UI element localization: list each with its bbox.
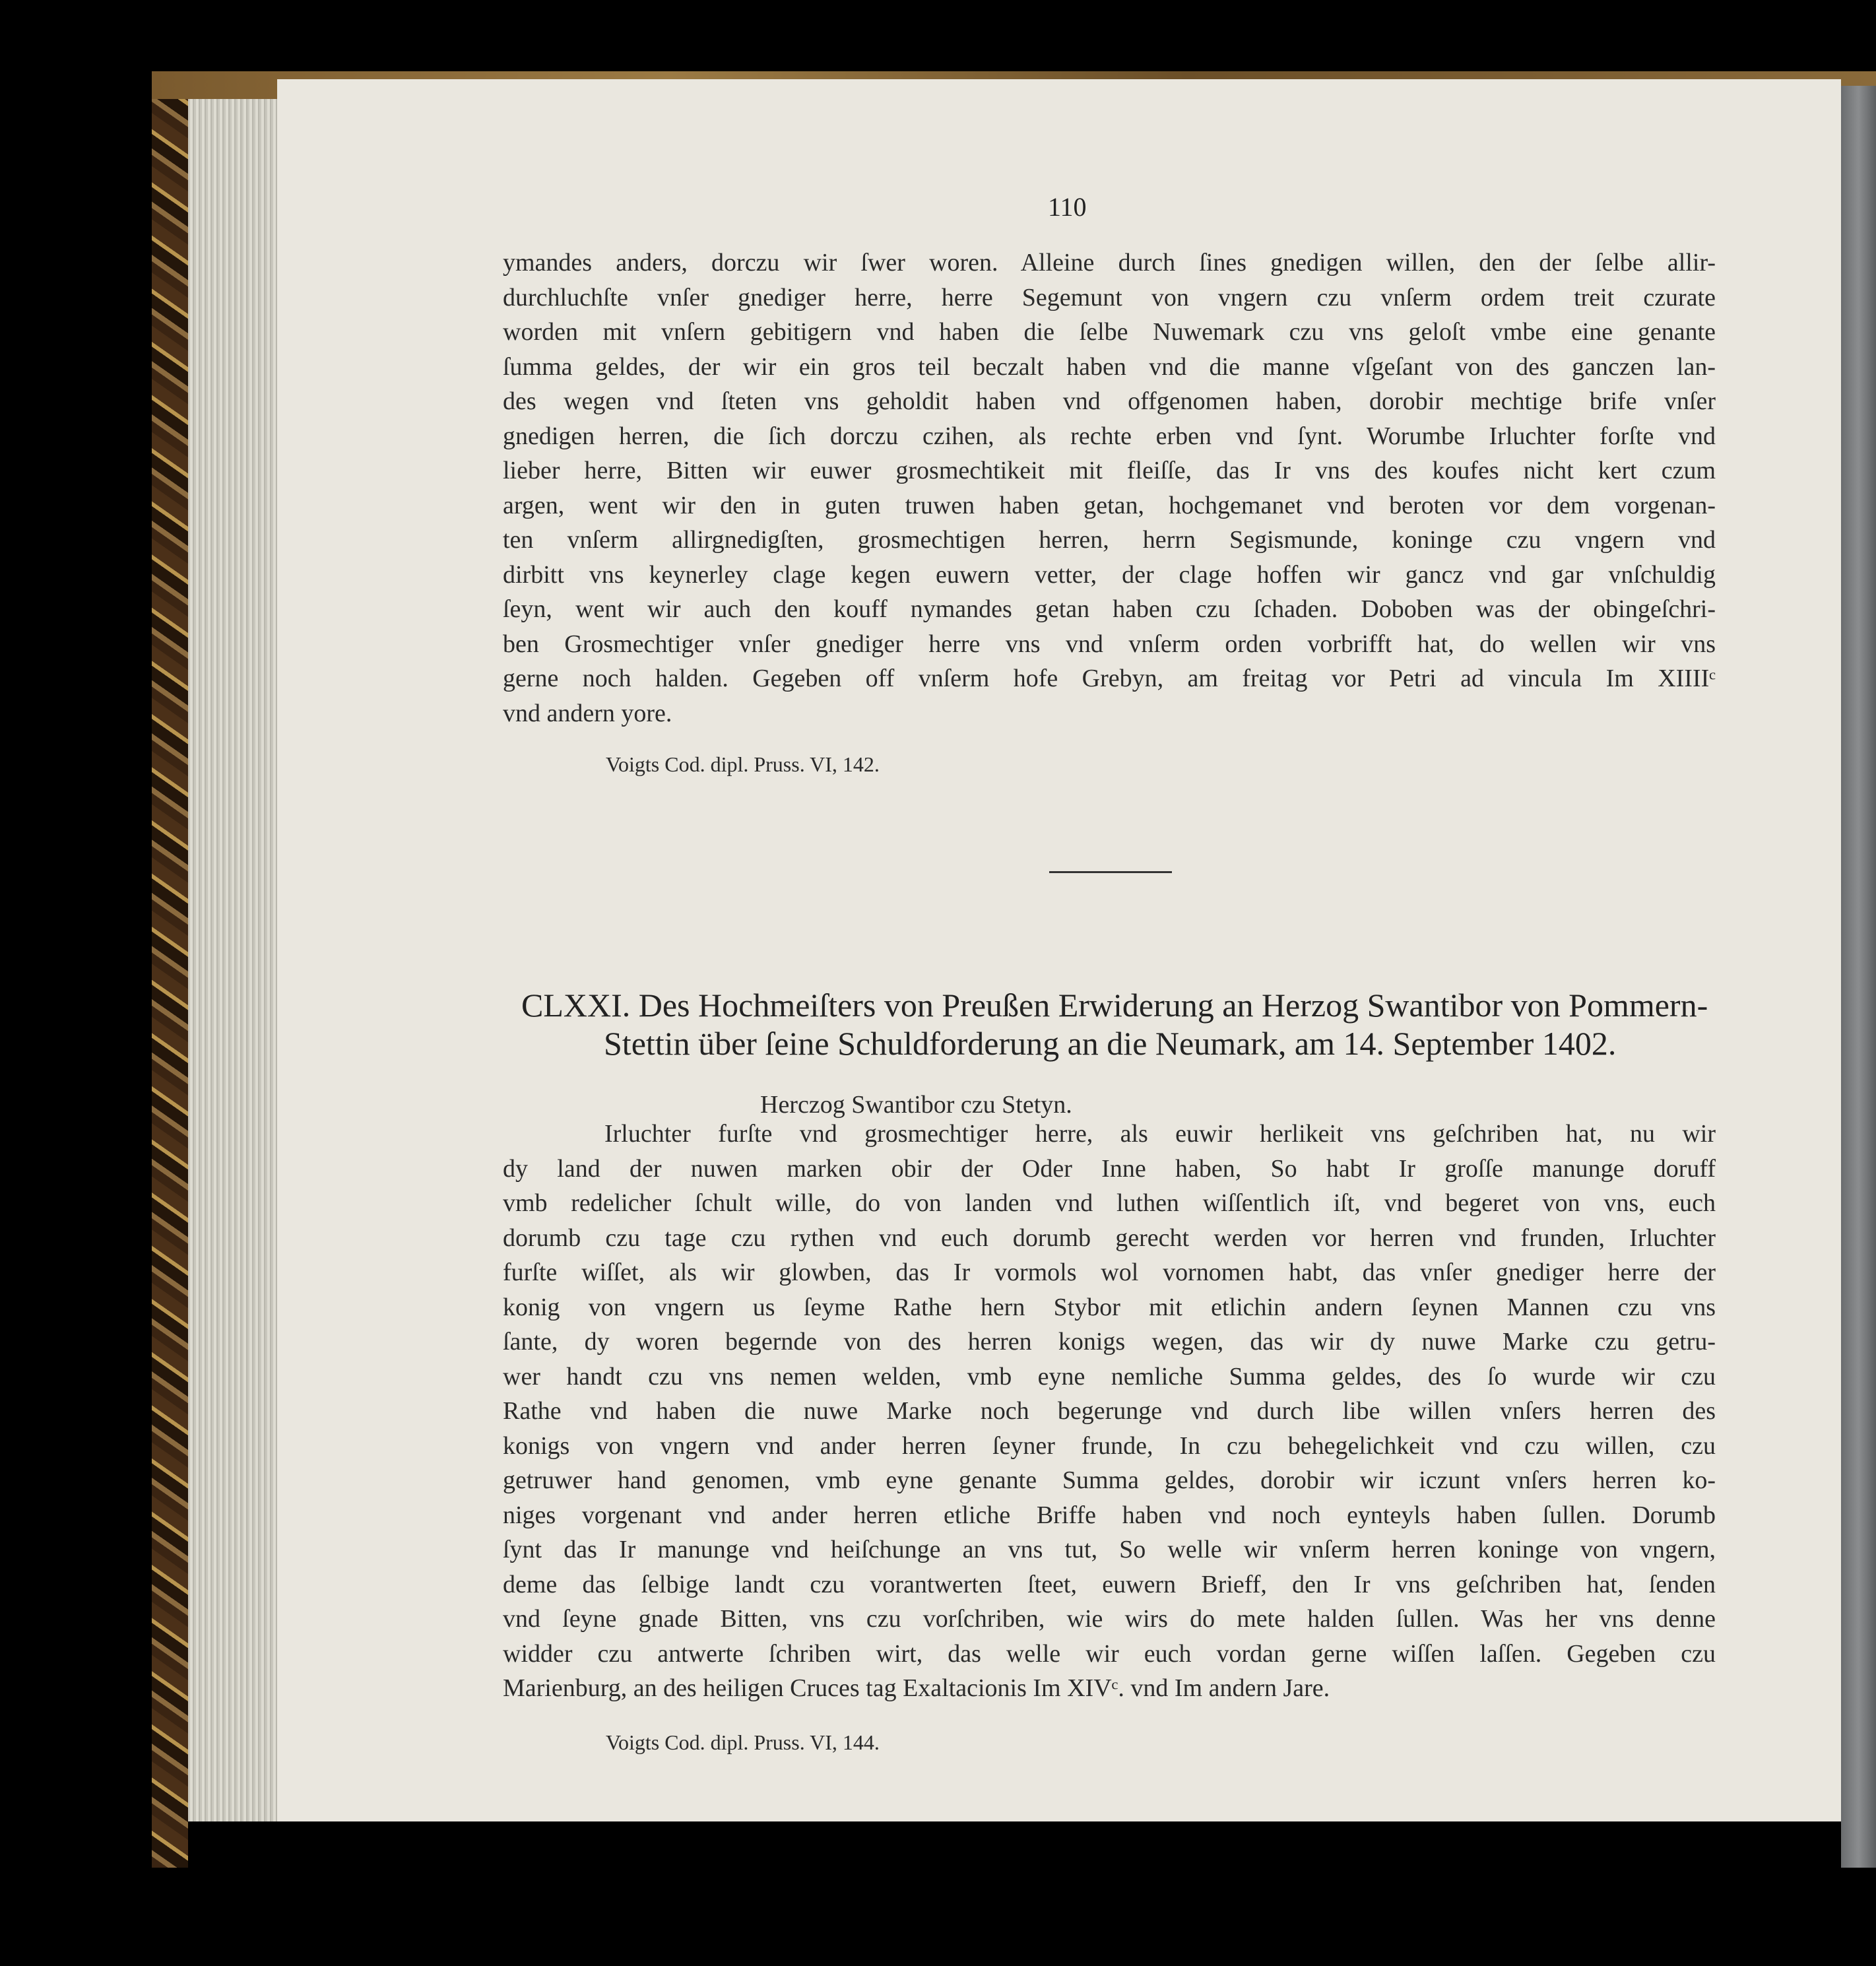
document-heading-line1: CLXXI. Des Hochmeiſters von Preußen Erwiderung an Herzog Swantibor von Pommern- <box>521 987 1708 1024</box>
text-line: widder czu antwerte ſchriben wirt, das welle wir euch vordan gerne wiſſen laſſen. Gegeben czu <box>503 1639 1716 1668</box>
text-line: getruwer hand genomen, vmb eyne genante Summa geldes, dorobir wir iczunt vnſers herren ko- <box>503 1466 1716 1494</box>
text-line: konigs von vngern vnd ander herren ſeyner frunde, In czu behegelichkeit vnd czu willen, czu <box>503 1431 1716 1460</box>
page-number: 110 <box>1048 192 1087 222</box>
text-line: dy land der nuwen marken obir der Oder Inne haben, So habt Ir groſſe manunge doruff <box>503 1154 1716 1183</box>
marbled-cover-board <box>152 99 188 1868</box>
text-line: ten vnſerm allirgnedigſten, grosmechtigen herren, herrn Segismunde, koninge czu vngern vnd <box>503 526 1716 554</box>
text-line: Marienburg, an des heiligen Cruces tag Exaltacionis Im XIVᶜ. vnd Im andern Jare. <box>503 1674 1330 1702</box>
text-line: wer handt czu vns nemen welden, vmb eyne nemliche Summa geldes, des ſo wurde wir czu <box>503 1362 1716 1391</box>
text-line: Rathe vnd haben die nuwe Marke noch begerunge vnd durch libe willen vnſers herren des <box>503 1397 1716 1425</box>
text-line: vmb redelicher ſchult wille, do von landen vnd luthen wiſſentlich iſt, vnd begeret von vns, euch <box>503 1189 1716 1217</box>
text-line: dirbitt vns keynerley clage kegen euwern vetter, der clage hoffen wir gancz vnd gar vnſchuldig <box>503 560 1716 589</box>
text-line: ſante, dy woren begernde von des herren konigs wegen, das wir dy nuwe Marke czu getru- <box>503 1328 1716 1356</box>
text-line: ſynt das Ir manunge vnd heiſchunge an vns tut, So welle wir vnſerm herren koninge von vngern, <box>503 1536 1716 1563</box>
book-spine-edge <box>1841 86 1876 1868</box>
text-line: worden mit vnſern gebitigern vnd haben die ſelbe Nuwemark czu vns geloſt vmbe eine genante <box>503 318 1716 346</box>
text-line: Irluchter furſte vnd grosmechtiger herre, als euwir herlikeit vns geſchriben hat, nu wir <box>604 1120 1716 1148</box>
text-line: durchluchſte vnſer gnediger herre, herre Segemunt von vngern czu vnſerm ordem treit czurate <box>503 283 1716 311</box>
letter2-body <box>503 1117 1716 1706</box>
citation-letter2: Voigts Cod. dipl. Pruss. VI, 144. <box>606 1730 880 1754</box>
text-line: ſeyn, went wir auch den kouff nymandes getan haben czu ſchaden. Doboben was der obingeſchri- <box>503 595 1716 623</box>
text-line: konig von vngern us ſeyme Rathe hern Stybor mit etlichin andern ſeynen Mannen czu vns <box>503 1293 1716 1321</box>
text-line: deme das ſelbige landt czu vorantwerten ſteet, euwern Brieff, den Ir vns geſchriben hat, ſenden <box>503 1570 1716 1598</box>
text-line: vnd andern yore. <box>503 699 672 727</box>
text-line: lieber herre, Bitten wir euwer grosmechtikeit mit fleiſſe, das Ir vns des koufes nicht kert czum <box>503 457 1716 484</box>
page-stack-edge <box>188 99 277 1821</box>
text-line: gnedigen herren, die ſich dorczu czihen, als rechte erben vnd ſynt. Worumbe Irluchter forſte vnd <box>503 422 1716 450</box>
text-line: ymandes anders, dorczu wir ſwer woren. Alleine durch ſines gnedigen willen, den der ſelbe allir- <box>503 249 1716 277</box>
text-line: argen, went wir den in guten truwen haben getan, hochgemanet vnd beroten vor dem vorgenan- <box>503 491 1716 519</box>
text-line: dorumb czu tage czu rythen vnd euch dorumb gerecht werden vor herren vnd frunden, Irluchter <box>503 1224 1716 1252</box>
salutation: Herczog Swantibor czu Stetyn. <box>760 1091 1072 1119</box>
document-heading-line2: Stettin über ſeine Schuldforderung an die Neumark, am 14. September 1402. <box>604 1025 1617 1062</box>
text-line: vnd ſeyne gnade Bitten, vns czu vorſchriben, wie wirs do mete halden ſullen. Was her vns denne <box>503 1605 1716 1633</box>
text-line: ſumma geldes, der wir ein gros teil beczalt haben vnd die manne vſgeſant von des ganczen lan- <box>503 352 1716 381</box>
citation-letter1: Voigts Cod. dipl. Pruss. VI, 142. <box>606 752 880 776</box>
section-divider <box>1049 871 1172 873</box>
text-line: des wegen vnd ſteten vns geholdit haben vnd offgenomen haben, dorobir mechtige brife vnſer <box>503 387 1716 415</box>
text-line: niges vorgenant vnd ander herren etliche Briffe haben vnd noch eynteyls haben ſullen. Dorumb <box>503 1501 1716 1529</box>
text-line: ben Grosmechtiger vnſer gnediger herre vns vnd vnſerm orden vorbrifft hat, do wellen wir vns <box>503 630 1716 658</box>
text-line: furſte wiſſet, als wir glowben, das Ir vormols wol vornomen habt, das vnſer gnediger herre der <box>503 1259 1716 1286</box>
letter1-body <box>503 246 1716 731</box>
text-line: gerne noch halden. Gegeben off vnſerm hofe Grebyn, am freitag vor Petri ad vincula Im XIIIIᶜ <box>503 665 1716 692</box>
